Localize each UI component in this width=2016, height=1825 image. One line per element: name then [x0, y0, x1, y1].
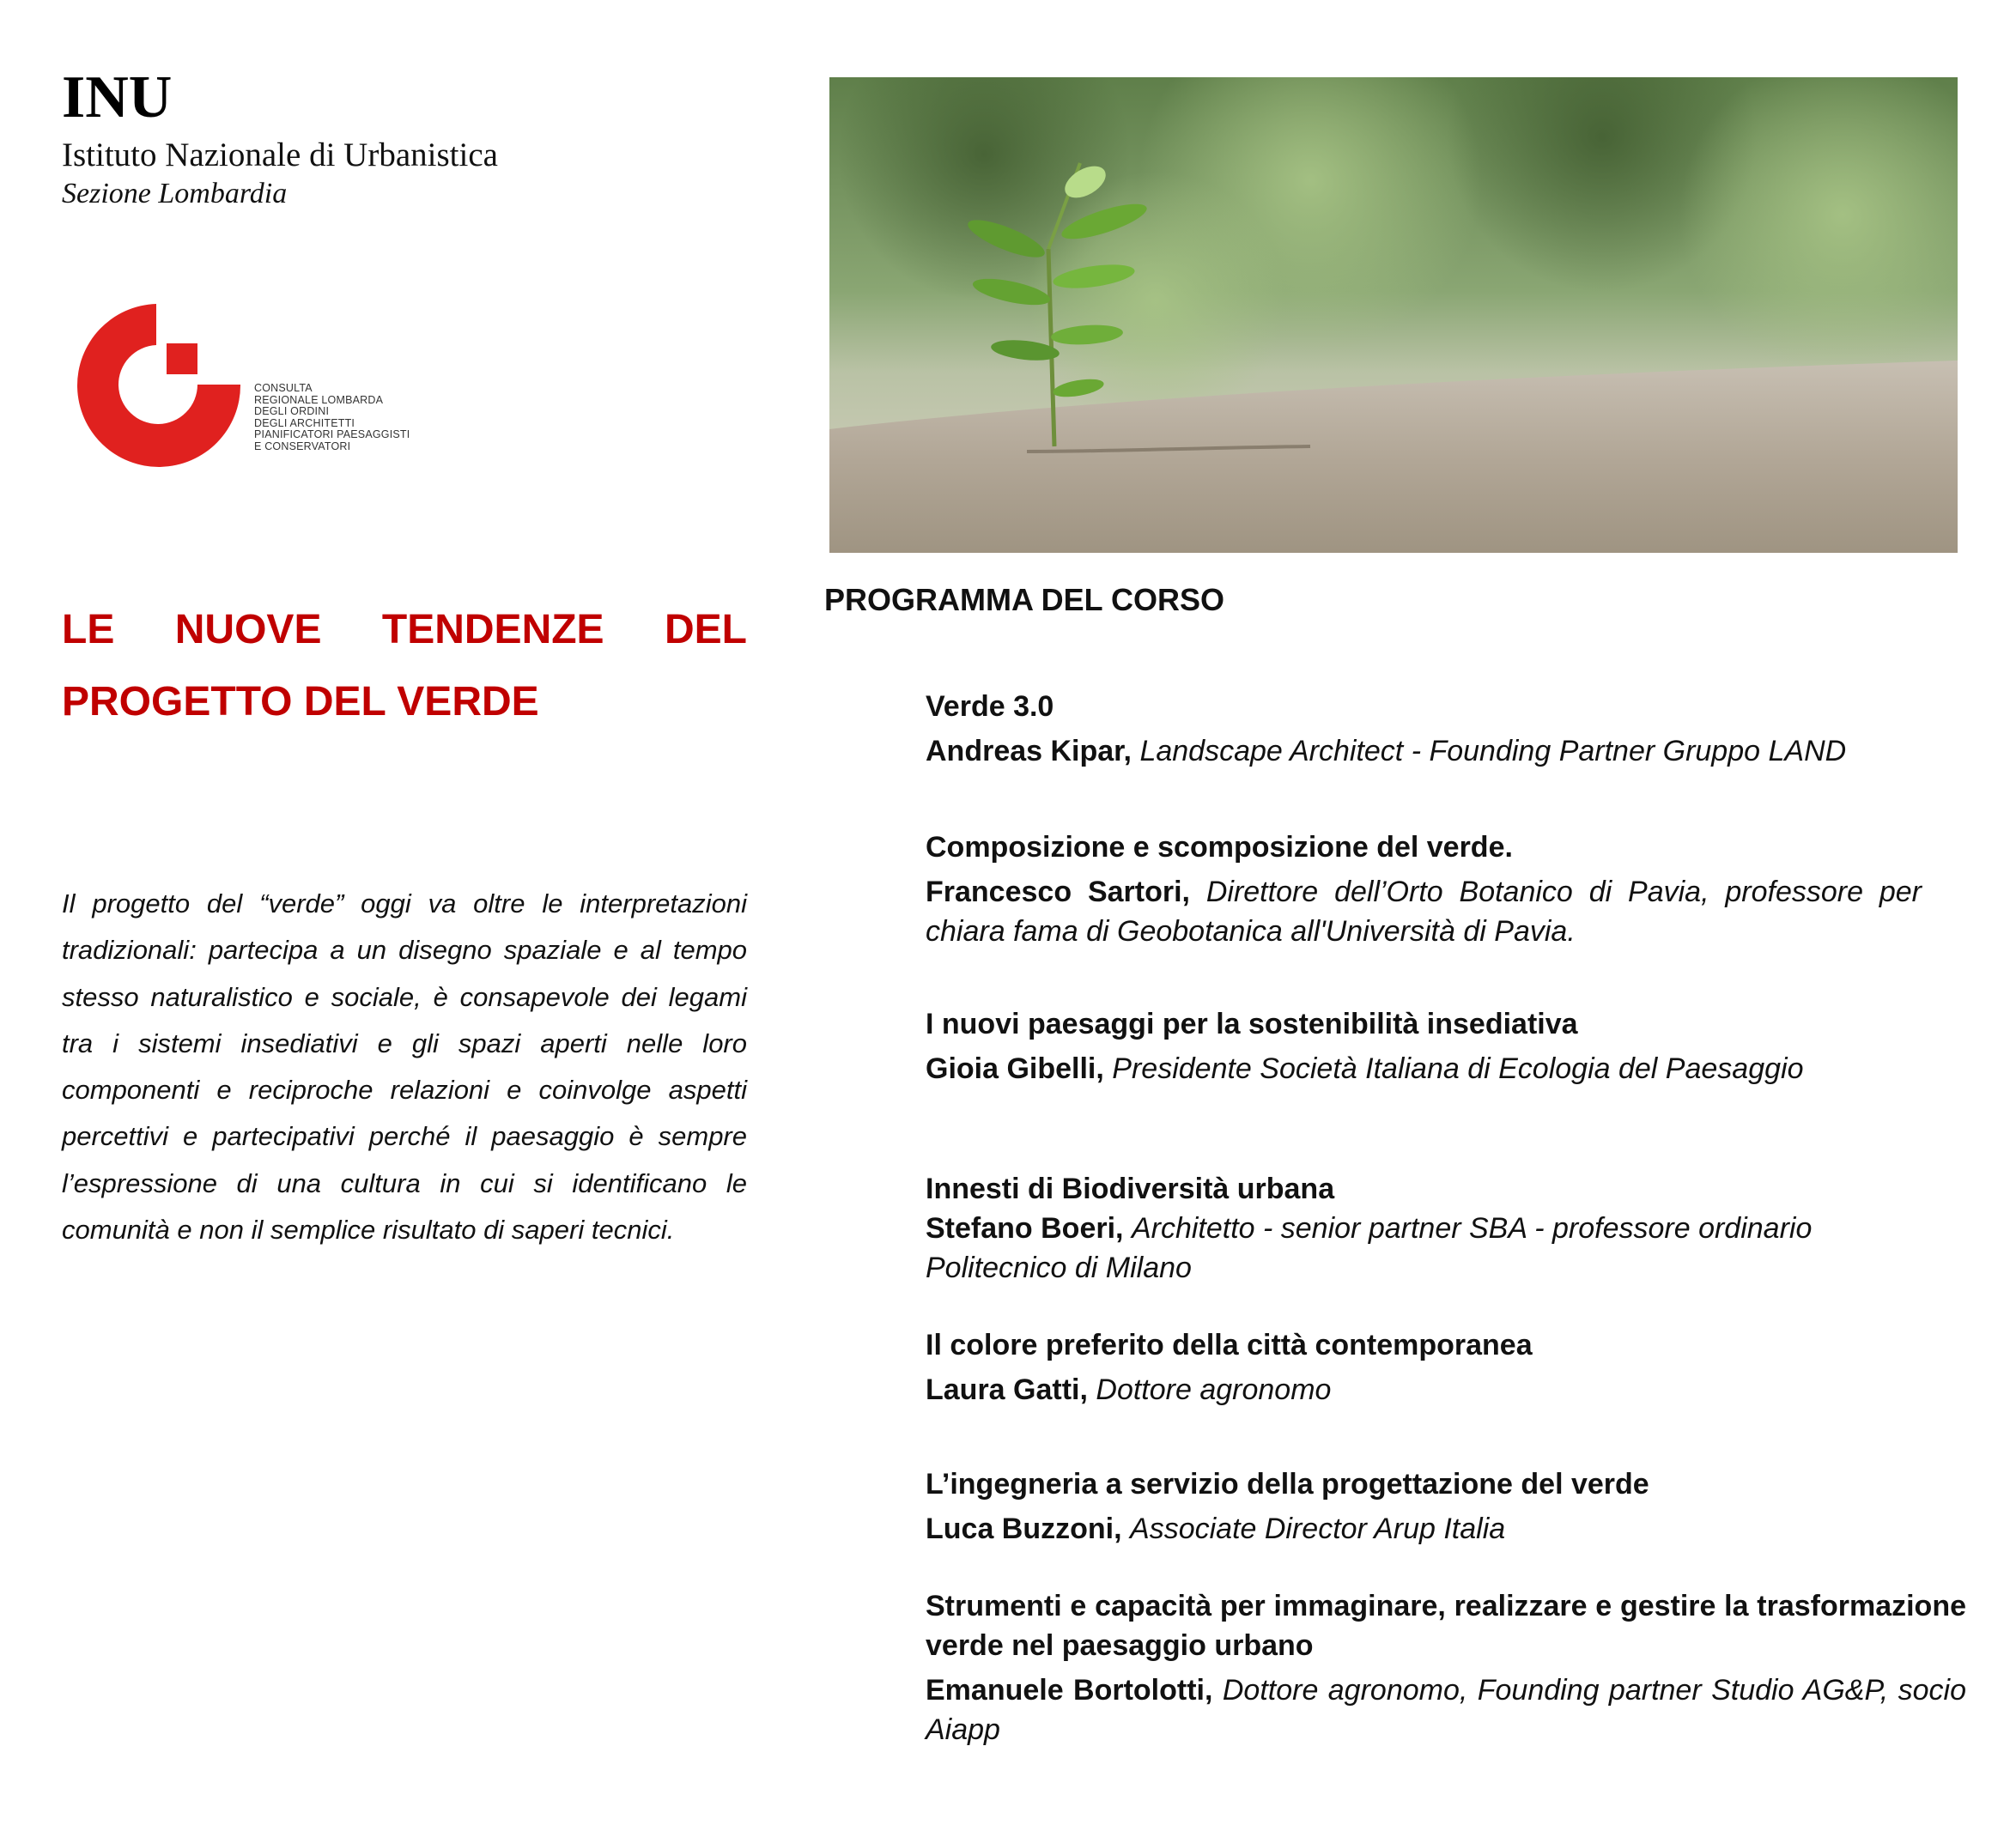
- speaker-name: Luca Buzzoni,: [926, 1513, 1122, 1545]
- seedling-photo-icon: [829, 77, 1958, 553]
- speaker-name: Gioia Gibelli,: [926, 1052, 1104, 1085]
- consulta-logo: [76, 302, 453, 474]
- program-item-title: Composizione e scomposizione del verde.: [926, 831, 1513, 864]
- speaker-name: Laura Gatti,: [926, 1373, 1088, 1406]
- speaker-role: Associate Director Arup Italia: [1130, 1513, 1506, 1545]
- logo-line: PIANIFICATORI PAESAGGISTI: [254, 428, 410, 440]
- program-item: [926, 1004, 1966, 1088]
- logo-line: CONSULTA: [254, 382, 313, 394]
- course-title-line1: [62, 594, 747, 666]
- program-item: [926, 1325, 1966, 1410]
- inu-full-name: Istituto Nazionale di Urbanistica: [62, 136, 498, 173]
- program-item-title: Verde 3.0: [926, 690, 1054, 723]
- course-description: Il progetto del “verde” oggi va oltre le interpretazioni tradizionali: partecipa a un disegno spaziale e al tempo stesso naturalistico e sociale, è consapevole dei legami tra i sistemi insediativi e gli spazi aperti nelle loro componenti e reciproche relazioni e coinvolge aspetti percettivi e partecipativi perché il paesaggio è sempre l’espressione di una cultura in cui si identificano le comunità e non il semplice risultato di saperi tecnici.: [62, 888, 747, 1246]
- program-item-speaker-line: [926, 1509, 1966, 1549]
- program-heading: PROGRAMMA DEL CORSO: [824, 582, 1225, 617]
- title-word: DEL: [665, 607, 747, 652]
- program-item-speaker-line: [926, 731, 1966, 771]
- inu-abbreviation: INU: [62, 64, 173, 130]
- logo-line: DEGLI ARCHITETTI: [254, 416, 355, 429]
- logo-line: REGIONALE LOMBARDA: [254, 393, 384, 406]
- program-item-speaker-line: [926, 1370, 1966, 1410]
- program-item-title: Strumenti e capacità per immaginare, realizzare e gestire la trasformazione verde nel paesaggio urbano: [926, 1590, 1966, 1662]
- program-item-title: Il colore preferito della città contemporanea: [926, 1329, 1533, 1361]
- consulta-logo-text: [254, 383, 460, 452]
- program-item: [926, 1464, 1966, 1549]
- logo-line: E CONSERVATORI: [254, 440, 351, 452]
- inu-section: Sezione Lombardia: [62, 178, 288, 209]
- course-title-line2: PROGETTO DEL VERDE: [62, 679, 539, 725]
- speaker-role: Dottore agronomo, Founding partner Studio AG&P, socio Aiapp: [926, 1674, 1966, 1746]
- speaker-role: Dottore agronomo: [1096, 1373, 1332, 1406]
- program-item: [926, 828, 1966, 951]
- speaker-role: Architetto - senior partner SBA - professore ordinario Politecnico di Milano: [926, 1212, 1813, 1284]
- title-word: LE: [62, 607, 115, 652]
- program-item-speaker-line: [926, 872, 1922, 951]
- speaker-role: Landscape Architect - Founding Partner Gruppo LAND: [1139, 735, 1847, 767]
- program-item-title: L’ingegneria a servizio della progettazione del verde: [926, 1468, 1649, 1501]
- speaker-name: Francesco Sartori,: [926, 876, 1190, 908]
- program-item: [926, 687, 1966, 771]
- seedling-photo: [829, 77, 1958, 553]
- program-item: [926, 1586, 1966, 1749]
- program-item-speaker-line: [926, 1670, 1966, 1749]
- speaker-role: Direttore dell’Orto Botanico di Pavia, professore per chiara fama di Geobotanica all'Università di Pavia.: [926, 876, 1922, 948]
- program-item-title: Innesti di Biodiversità urbana: [926, 1173, 1335, 1205]
- course-title: [62, 594, 747, 738]
- inu-header: [62, 65, 663, 213]
- speaker-name: Emanuele Bortolotti,: [926, 1674, 1213, 1707]
- consulta-logo-icon: [76, 302, 247, 474]
- speaker-name: Andreas Kipar,: [926, 735, 1132, 767]
- title-word: TENDENZE: [381, 607, 604, 652]
- speaker-name: Stefano Boeri,: [926, 1212, 1124, 1245]
- logo-line: DEGLI ORDINI: [254, 405, 330, 417]
- program-item-title: I nuovi paesaggi per la sostenibilità insediativa: [926, 1008, 1578, 1040]
- program-item-speaker-line: [926, 1209, 1939, 1288]
- program-item: [926, 1169, 1966, 1288]
- speaker-role: Presidente Società Italiana di Ecologia del Paesaggio: [1112, 1052, 1804, 1085]
- program-item-speaker-line: [926, 1049, 1966, 1088]
- title-word: NUOVE: [174, 607, 322, 652]
